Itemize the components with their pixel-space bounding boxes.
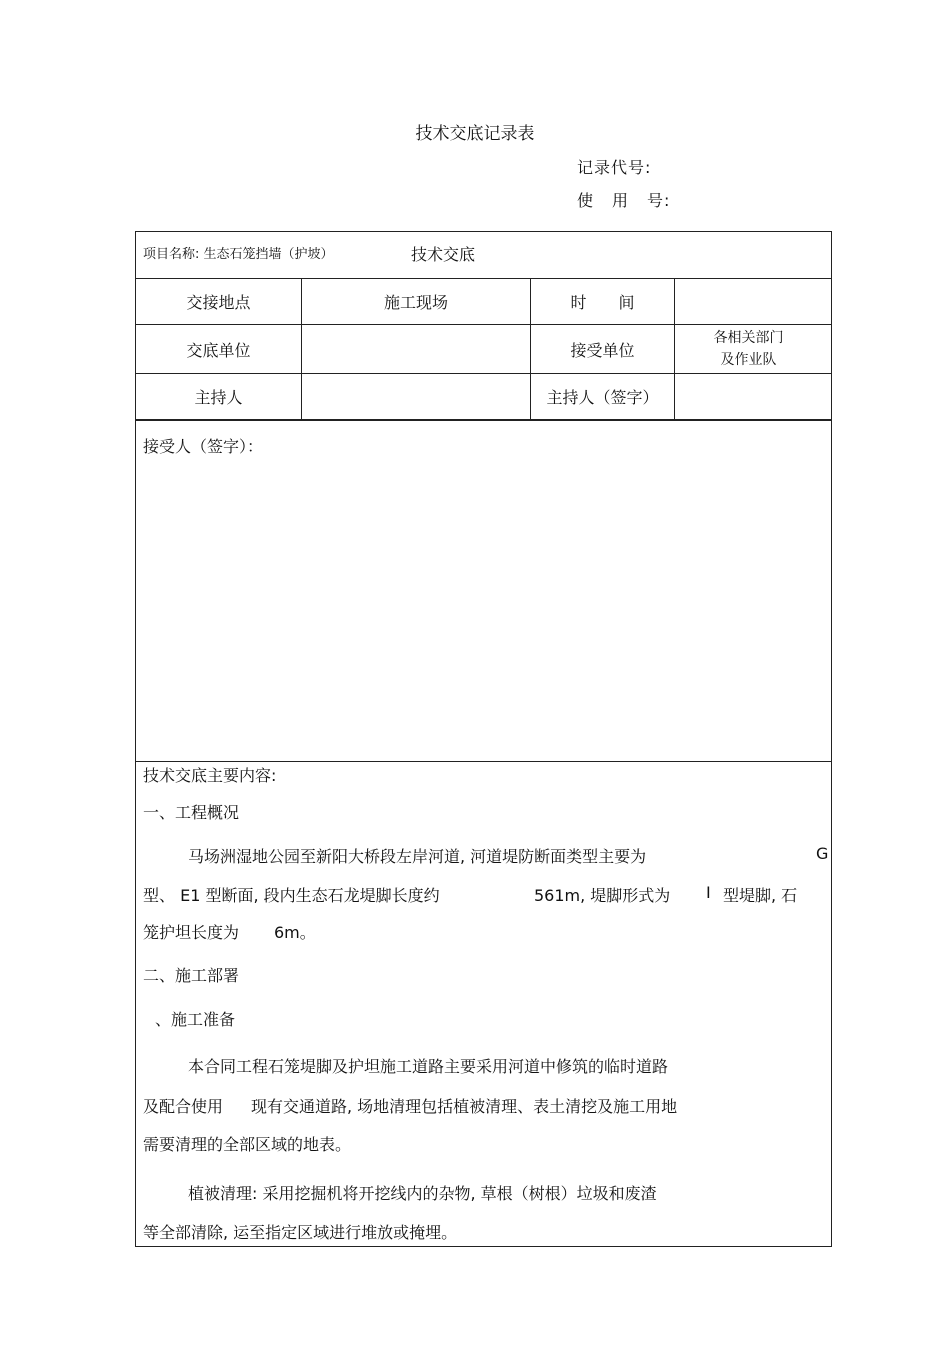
row-divider [135,761,832,762]
location-value: 施工现场 [383,293,448,312]
p1-line3b: 6m。 [274,923,316,942]
receiver-value-line1: 各相关部门 [713,330,784,346]
issuer-value [302,325,530,373]
p2-line3: 需要清理的全部区域的地表。 [143,1135,352,1154]
p2-line1: 本合同工程石笼堤脚及护坦施工道路主要采用河道中修筑的临时道路 [188,1057,669,1076]
subsection-preparation: 、施工准备 [155,1010,236,1029]
host-value [302,374,530,419]
p1-g: G [816,844,829,863]
use-number-label [577,188,670,211]
receiver-label: 接受单位 [570,340,635,360]
row-divider [135,419,832,421]
doc-type: 技术交底 [411,245,476,264]
use-label-b: 用 [612,191,630,210]
p1-line2d: 型堤脚, 石 [723,886,798,905]
time-label: 时 间 [570,293,635,312]
p1-line2b: 561m, 堤脚形式为 [534,886,671,905]
section-deployment: 二、施工部署 [143,966,240,985]
use-label-a: 使 [577,191,595,210]
p1-line2c: I [706,883,711,902]
host-label: 主持人 [194,388,243,407]
p2-line2a: 及配合使用 [143,1097,224,1116]
receiver-value-line2: 及作业队 [720,352,777,368]
p1-line3a: 笼护坦长度为 [143,923,240,942]
p2-line2b: 现有交通道路, 场地清理包括植被清理、表土清挖及施工用地 [251,1097,678,1116]
section-overview: 一、工程概况 [143,803,240,822]
use-label-c: 号: [647,191,671,210]
project-name: 项目名称: 生态石笼挡墙（护坡） [143,247,334,262]
record-code-label: 记录代号: [577,158,652,177]
receiver-sign-label: 接受人（签字）： [143,437,264,456]
host-sign-label: 主持人（签字） [546,388,659,407]
location-label: 交接地点 [186,293,251,312]
receiver-value [675,325,822,373]
p3-line1: 植被清理: 采用挖掘机将开挖线内的杂物, 草根（树根）垃圾和废渣 [188,1184,657,1203]
p3-line2: 等全部清除, 运至指定区域进行堆放或掩埋。 [143,1223,458,1242]
document-title: 技术交底记录表 [415,124,535,144]
content-heading: 技术交底主要内容: [143,766,277,785]
time-value [675,279,832,324]
p1-line1: 马场洲湿地公园至新阳大桥段左岸河道, 河道堤防断面类型主要为 [188,847,647,866]
issuer-label: 交底单位 [186,340,251,360]
p1-line2a: 型、 E1 型断面, 段内生态石龙堤脚长度约 [143,886,440,905]
host-sign-value [675,374,832,419]
